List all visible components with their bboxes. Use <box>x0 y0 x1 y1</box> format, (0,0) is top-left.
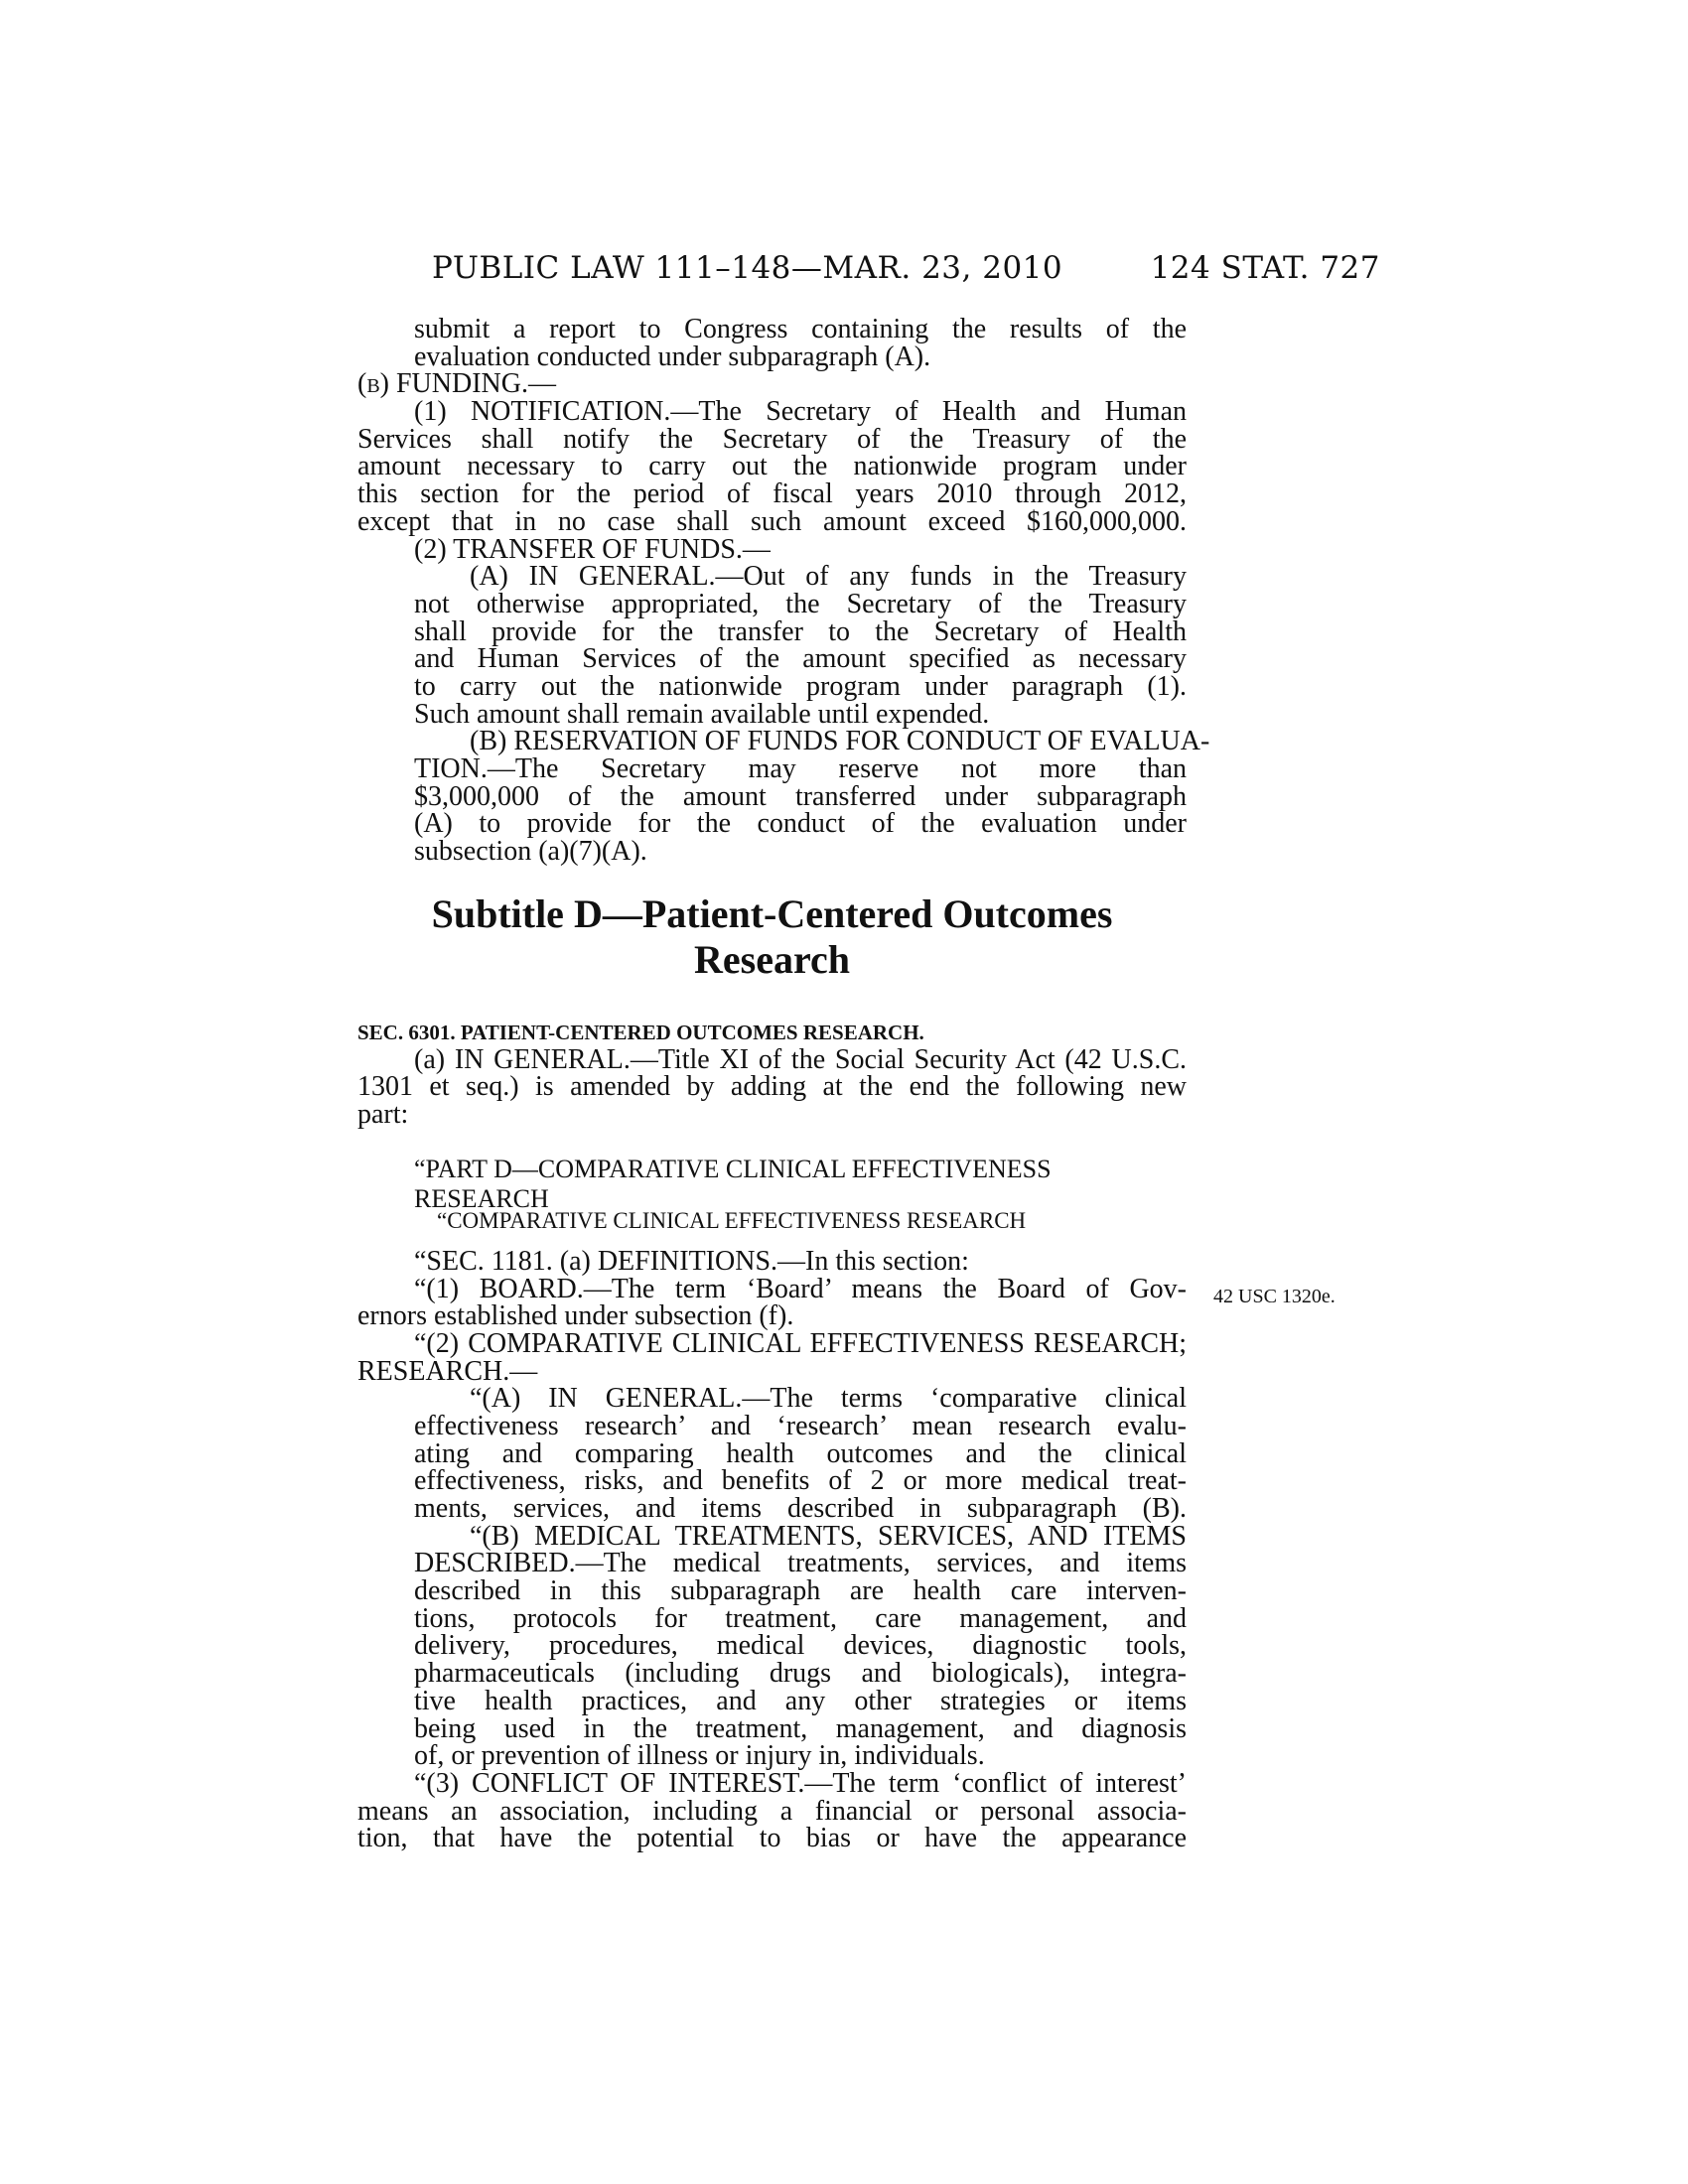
text-line: “(B) MEDICAL TREATMENTS, SERVICES, AND ITEMS <box>470 1520 1187 1552</box>
text-line: except that in no case shall such amount exceed $160,000,000. <box>357 505 1187 537</box>
running-header <box>357 250 1380 290</box>
text-line: ating and comparing health outcomes and the clinical <box>414 1437 1187 1469</box>
text-line: “(2) COMPARATIVE CLINICAL EFFECTIVENESS RESEARCH; <box>414 1327 1187 1359</box>
text-line: tions, protocols for treatment, care management, and <box>414 1602 1187 1634</box>
text-line: (B) RESERVATION OF FUNDS FOR CONDUCT OF EVALUA- <box>470 726 1210 757</box>
header-title: PUBLIC LAW 111–148—MAR. 23, 2010 <box>432 250 1063 286</box>
subtitle-heading <box>357 891 1187 983</box>
text-line: (A) to provide for the conduct of the evaluation under <box>414 808 1187 840</box>
text-line: described in this subparagraph are health care interven- <box>414 1575 1187 1607</box>
text-line: 1301 et seq.) is amended by adding at the end the following new <box>357 1071 1187 1103</box>
subtitle-line: Research <box>694 936 850 982</box>
text-line: shall provide for the transfer to the Secretary of Health <box>414 615 1187 647</box>
text-line: (b) FUNDING.— <box>357 368 556 400</box>
text-line: not otherwise appropriated, the Secretary of the Treasury <box>414 588 1187 619</box>
text-line: this section for the period of fiscal years 2010 through 2012, <box>357 478 1187 510</box>
text-line: $3,000,000 of the amount transferred under subparagraph <box>414 780 1187 812</box>
text-line: tive health practices, and any other strategies or items <box>414 1685 1187 1716</box>
page-body <box>357 314 1210 1854</box>
text-line: RESEARCH.— <box>357 1355 538 1387</box>
margin-note-usc: 42 USC 1320e. <box>1213 1286 1336 1307</box>
text-line: means an association, including a financial or personal associa- <box>357 1795 1187 1827</box>
text-line: (1) NOTIFICATION.—The Secretary of Health and Human <box>414 396 1187 428</box>
text-line: TION.—The Secretary may reserve not more than <box>414 753 1187 784</box>
text-line: “(1) BOARD.—The term ‘Board’ means the Board of Gov- <box>414 1273 1187 1304</box>
part-heading: “PART D—COMPARATIVE CLINICAL EFFECTIVENESS RESEARCH <box>414 1154 1052 1213</box>
section-heading: SEC. 6301. PATIENT-CENTERED OUTCOMES RESEARCH. <box>357 1020 924 1044</box>
text-line: submit a report to Congress containing the results of the <box>414 314 1187 344</box>
text-line: Such amount shall remain available until expended. <box>414 698 990 730</box>
text-line: subsection (a)(7)(A). <box>414 836 647 868</box>
text-line: ernors established under subsection (f). <box>357 1300 794 1332</box>
text-line: (2) TRANSFER OF FUNDS.— <box>414 533 771 565</box>
text-line: “(A) IN GENERAL.—The terms ‘comparative clinical <box>470 1383 1187 1415</box>
text-line: ments, services, and items described in subparagraph (B). <box>414 1493 1187 1524</box>
text-line: “SEC. 1181. (a) DEFINITIONS.—In this section: <box>414 1245 969 1277</box>
subtitle-line: Subtitle D—Patient-Centered Outcomes <box>431 890 1113 936</box>
header-stat-page: 124 STAT. 727 <box>1150 250 1380 286</box>
text-line: pharmaceuticals (including drugs and biologicals), integra- <box>414 1658 1187 1690</box>
text-line: of, or prevention of illness or injury in, individuals. <box>414 1740 985 1772</box>
text-line: (a) IN GENERAL.—Title XI of the Social Security Act (42 U.S.C. <box>414 1043 1187 1075</box>
text-line: effectiveness research’ and ‘research’ mean research evalu- <box>414 1410 1187 1441</box>
text-line: tion, that have the potential to bias or have the appearance <box>357 1823 1187 1854</box>
text-line: being used in the treatment, management, and diagnosis <box>414 1712 1187 1744</box>
text-line: DESCRIBED.—The medical treatments, services, and items <box>414 1548 1187 1579</box>
text-line: part: <box>357 1099 409 1131</box>
text-line: evaluation conducted under subparagraph (A). <box>414 341 931 372</box>
text-line: “(3) CONFLICT OF INTEREST.—The term ‘conflict of interest’ <box>414 1767 1187 1799</box>
sub-heading: “COMPARATIVE CLINICAL EFFECTIVENESS RESEARCH <box>437 1207 1027 1233</box>
text-line: delivery, procedures, medical devices, diagnostic tools, <box>414 1630 1187 1662</box>
text-line: and Human Services of the amount specified as necessary <box>414 643 1187 675</box>
text-line: amount necessary to carry out the nationwide program under <box>357 451 1187 482</box>
text-line: (A) IN GENERAL.—Out of any funds in the Treasury <box>470 561 1187 593</box>
text-line: effectiveness, risks, and benefits of 2 or more medical treat- <box>414 1465 1187 1497</box>
text-line: Services shall notify the Secretary of the Treasury of the <box>357 423 1187 455</box>
text-line: to carry out the nationwide program under paragraph (1). <box>414 670 1187 702</box>
